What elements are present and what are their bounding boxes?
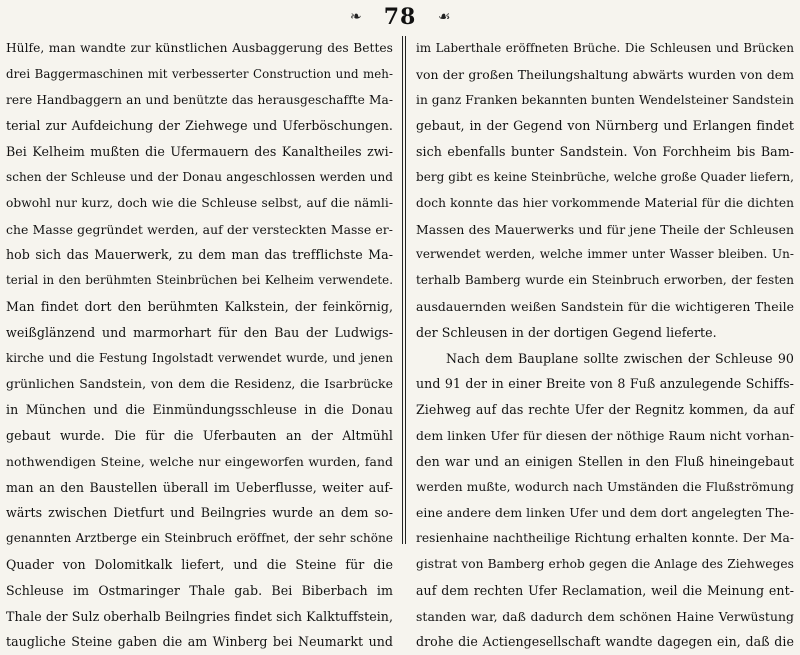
text-line: werden mußte, wodurch nach Umständen die Flußströmung bbox=[416, 479, 794, 494]
text-line: verwendet werden, welche immer unter Wasser bleiben. Un- bbox=[416, 247, 794, 262]
text-line: Hülfe, man wandte zur künstlichen Ausbaggerung des Bettes bbox=[6, 41, 393, 55]
text-line: Massen des Mauerwerks und für jene Theile der Schleusen bbox=[416, 221, 794, 237]
text-line: Quader von Dolomitkalk liefert, und die Steine für die bbox=[6, 556, 393, 572]
text-line: von der großen Theilungshaltung abwärts wurden von dem bbox=[416, 66, 794, 82]
text-line: hob sich das Mauerwerk, zu dem man das trefflichste Ma- bbox=[6, 247, 393, 263]
text-line: den war und an einigen Stellen in den Fluß hineingebaut bbox=[416, 453, 794, 469]
divider-rule bbox=[405, 36, 406, 544]
text-line: standen war, daß dadurch dem schönen Haine Verwüstung bbox=[416, 608, 794, 624]
text-line: wärts zwischen Dietfurt und Beilngries wurde an dem so- bbox=[6, 505, 393, 521]
text-line: Ziehweg auf das rechte Ufer der Regnitz kommen, da auf bbox=[416, 402, 794, 418]
text-line: resienhaine nachtheilige Richtung erhalten konnte. Der Ma- bbox=[416, 531, 794, 546]
text-line: und 91 der in einer Breite von 8 Fuß anzulegende Schiffs- bbox=[416, 376, 794, 392]
right-text-column bbox=[416, 36, 794, 650]
text-line: grünlichen Sandstein, von dem die Residenz, die Isarbrücke bbox=[6, 376, 393, 392]
text-line: sich ebenfalls bunter Sandstein. Von Forchheim bis Bam- bbox=[416, 144, 794, 160]
text-line: terial zur Aufdeichung der Ziehwege und Uferböschungen. bbox=[6, 118, 393, 134]
ornament-left-icon: ❧ bbox=[349, 9, 362, 25]
text-line: gebaut wurde. Die für die Uferbauten an der Altmühl bbox=[6, 427, 393, 443]
text-line: nothwendigen Steine, welche nur eingeworfen wurden, fand bbox=[6, 453, 393, 469]
text-line: Bei Kelheim mußten die Ufermauern des Kanaltheiles zwi- bbox=[6, 144, 393, 160]
ornament-right-icon: ☙ bbox=[438, 9, 451, 25]
text-line: dem linken Ufer für diesen der nöthige Raum nicht vorhan- bbox=[416, 427, 794, 443]
text-line: terial in den berühmten Steinbrüchen bei Kelheim verwendete. bbox=[6, 273, 393, 288]
text-line: che Masse gegründet werden, auf der versteckten Masse er- bbox=[6, 221, 393, 237]
page-number: 78 bbox=[383, 4, 417, 30]
text-line: Nach dem Bauplane sollte zwischen der Schleuse 90 bbox=[446, 350, 794, 366]
text-line: gebaut, in der Gegend von Nürnberg und Erlangen findet bbox=[416, 118, 794, 134]
text-line: rere Handbaggern an und benützte das herausgeschaffte Ma- bbox=[6, 92, 393, 107]
text-line: berg gibt es keine Steinbrüche, welche große Quader liefern, bbox=[416, 169, 794, 184]
left-text-column bbox=[6, 36, 393, 650]
text-line: drei Baggermaschinen mit verbesserter Construction und meh- bbox=[6, 66, 393, 81]
text-line: obwohl nur kurz, doch wie die Schleuse selbst, auf die nämli- bbox=[6, 195, 393, 210]
text-line: auf dem rechten Ufer Reclamation, weil die Meinung ent- bbox=[416, 582, 794, 598]
text-line: der Schleusen in der dortigen Gegend lieferte. bbox=[416, 324, 717, 340]
text-line: in ganz Franken bekannten bunten Wendelsteiner Sandstein bbox=[416, 92, 794, 107]
text-line: in München und die Einmündungsschleuse in die Donau bbox=[6, 402, 393, 418]
text-line: kirche und die Festung Ingolstadt verwendet wurde, und jenen bbox=[6, 350, 393, 365]
text-line: ausdauernden weißen Sandstein für die wichtigeren Theile bbox=[416, 298, 794, 314]
text-line: drohe die Actiengesellschaft wandte dagegen ein, daß die bbox=[416, 634, 794, 650]
text-line: genannten Arztberge ein Steinbruch eröffnet, der sehr schöne bbox=[6, 531, 393, 546]
text-line: doch konnte das hier vorkommende Material für die dichten bbox=[416, 195, 794, 210]
text-line: taugliche Steine gaben die am Winberg bei Neumarkt und bbox=[6, 634, 393, 650]
divider-rule bbox=[402, 36, 403, 544]
text-line: Schleuse im Ostmaringer Thale gab. Bei Biberbach im bbox=[6, 582, 393, 598]
text-line: schen der Schleuse und der Donau angeschlossen werden und bbox=[6, 169, 393, 184]
text-line: gistrat von Bamberg erhob gegen die Anlage des Ziehweges bbox=[416, 556, 794, 571]
text-line: terhalb Bamberg wurde ein Steinbruch erworben, der festen bbox=[416, 273, 794, 288]
page-header bbox=[0, 4, 800, 30]
text-line: im Laberthale eröffneten Brüche. Die Schleusen und Brücken bbox=[416, 41, 794, 55]
text-line: Man findet dort den berühmten Kalkstein, der feinkörnig, bbox=[6, 298, 393, 314]
column-divider bbox=[402, 36, 406, 544]
text-line: man an den Baustellen überall im Ueberflusse, weiter auf- bbox=[6, 479, 393, 495]
text-line: eine andere dem linken Ufer und dem dort angelegten The- bbox=[416, 505, 794, 521]
text-line: weißglänzend und marmorhart für den Bau der Ludwigs- bbox=[6, 324, 393, 340]
text-line: Thale der Sulz oberhalb Beilngries findet sich Kalktuffstein, bbox=[6, 608, 393, 624]
